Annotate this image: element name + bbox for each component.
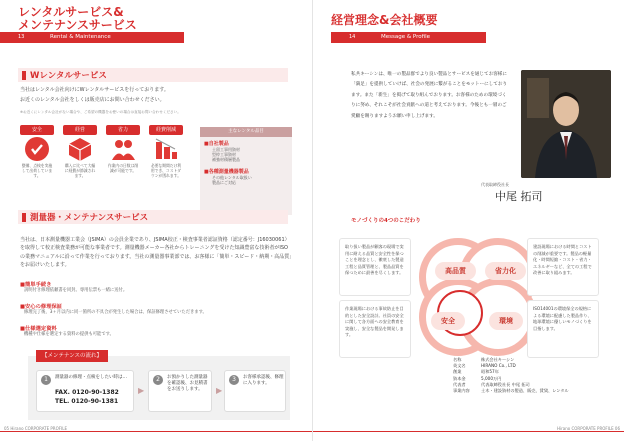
feature-desc: 購入に比べて大幅に経費が節減されます。: [64, 163, 96, 178]
right-title-text: 経営理念&会社概要: [331, 13, 438, 27]
profile-key: 事業内容: [453, 388, 470, 394]
w-rental-body1: 当社はレンタル会社向けにWレンタルサービスを行っております。: [20, 87, 169, 93]
w-rental-body2: お近くのレンタル会社をしくは販売店にお問い合わせください。: [20, 97, 165, 103]
right-title: [331, 14, 437, 27]
step-text: お預かりした測量器を確認後、お見積書をお送りします。: [167, 375, 208, 393]
bullet-desc: 説明付き修理依頼書を同封。専用伝票も一緒に送付。: [24, 288, 128, 293]
message-text: 私共キーシンは、唯一の製品群でより良い製品とサービスを通じてお客様に「満足」を提供していけば、社会の発展に繋がることをモットーにしております。また「新生」を掲げて取り組んでおります。お客様のための環境づくりに努め、それこそが社会貢献への道と考えております。今後とも一層のご愛顧を賜りますようお願い申し上げます。: [351, 72, 508, 119]
product-item: 型枠工事資材: [212, 152, 236, 157]
box-icon: [63, 135, 97, 163]
maintenance-heading-text: 測量器・メンテナンスサービス: [30, 213, 149, 223]
maintenance-flow-title: 【メンテナンスの流れ】: [36, 350, 108, 362]
maintenance-body: 当社は、日本測量機器工業会（JSIMA）の会員企業であり、JSIMA校正・検査事業者認証資格（認定番号：J16030061）を取得して校正検査業務が可能な事業者です。測量機器メーカー各社からトレーニングを受けた知識豊富な技術者がISOの業務マニュアルに沿って作業を行っております。当社の測量器事業部では、お客様に「簡単・スピード・納期・高品質」をお届けいたします。: [20, 237, 292, 269]
product-item: その他レンタル取扱い: [212, 175, 252, 180]
profile-key: 代表者: [453, 381, 466, 387]
monozukuri-heading: モノづくりの4つのこだわり: [351, 218, 421, 224]
heading-marker: [22, 213, 26, 222]
signature: 中尾 拓司: [495, 190, 543, 203]
feature-desc: 必要な期間だけ利用でき、コストダウンが図れます。: [150, 163, 182, 178]
product-item: 補強材積層製品: [212, 157, 240, 162]
step-number: 3: [229, 375, 239, 385]
cost-down-icon: [149, 135, 183, 163]
box-safety: 作業現場における事故防止を目的とした安全設計。社員の安全に関して各方面への安全教育を実施し、安全な製品を開発します。: [339, 300, 411, 358]
left-title-line2: メンテナンスサービス: [18, 18, 137, 32]
profile-key: 名称: [453, 357, 462, 362]
box-environment: ISO14001の環境保全の規格による環境に配慮した製品作り、地球環境に優しいモノづくりを目指します。: [527, 300, 599, 358]
product-category: ■自社製品: [204, 141, 229, 147]
flow-step-1: [36, 370, 134, 412]
footer-line: [0, 431, 312, 432]
box-quality: 取り扱い製品が顧客の現場で実用に耐える品質と安全性を保つことを理念とし、徹底した製造工程と品質管理と、製品品質を保つために最善を尽くします。: [339, 238, 411, 296]
step-text: 測量器の修理・点検をしたい時は…: [55, 375, 127, 380]
pillar-quality: 高品質: [435, 262, 476, 280]
left-footer: 05 Hirano CORPORATE PROFILE: [4, 426, 67, 431]
feature-label: 省力: [106, 125, 140, 135]
bullet-desc: 機種や仕様を選定する資料の提供も可能です。: [24, 332, 114, 337]
left-bar-text: Rental & Maintenance: [50, 34, 111, 40]
box-laborsaving: 建設現場における時間とコストの削減が重要です。製品の軽量化・時間短縮・コスト・省力・エネルギーなど、全ての工程で改善に取り組みます。: [527, 238, 599, 296]
step-number: 1: [41, 375, 51, 385]
bullet-desc: 修理完了後、3ヶ月以内に同一箇所の不具合が発生した場合は、保証修理させていただきます。: [24, 310, 207, 315]
tel-label: TEL.: [55, 398, 70, 405]
right-bar-number: 14: [349, 34, 356, 40]
right-bar-text: Message & Profile: [381, 34, 430, 40]
profile-key: 創業: [453, 369, 462, 375]
feature-management: [63, 125, 97, 178]
heading-marker: [22, 71, 26, 80]
rental-products-head: 主なレンタル品目: [200, 127, 292, 137]
fax-number: [55, 389, 119, 396]
feature-costdown: [149, 125, 183, 178]
profile-value: 代表取締役社長 中尾 拓司: [481, 381, 530, 387]
rental-products-box: [200, 127, 292, 215]
w-rental-note: ※お近くにレンタル会社がない場合や、ご希望の機器をお使いの場合は直接お問い合わせください。: [20, 110, 181, 114]
footer-line: [313, 431, 624, 432]
pillar-safety: 安全: [431, 312, 465, 330]
profile-key: 資本金: [453, 375, 466, 381]
tel-value: 0120-90-1381: [71, 398, 119, 405]
feature-label: 安全: [20, 125, 54, 135]
right-title-bar: [331, 32, 486, 43]
profile-row: [453, 388, 591, 394]
flow-step-2: [148, 370, 212, 412]
ceo-photo: [521, 70, 611, 178]
profile-value: 株式会社キーシン: [481, 357, 515, 362]
w-rental-heading: [18, 68, 288, 82]
left-title-line1: レンタルサービス&: [18, 5, 124, 19]
feature-label: 経営: [63, 125, 97, 135]
w-rental-heading-text: Wレンタルサービス: [30, 71, 107, 81]
profile-value: HIRANO Co., LTD: [481, 363, 516, 369]
feature-laborsaving: [106, 125, 140, 173]
safety-icon: [20, 135, 54, 163]
tel-number: [55, 398, 118, 405]
right-footer: Hirano CORPORATE PROFILE 06: [557, 426, 620, 431]
profile-key: 英文名: [453, 363, 466, 369]
ceo-portrait-icon: [521, 70, 611, 178]
feature-desc: 整備、点検を実施して出荷しています。: [21, 163, 53, 178]
left-bar-number: 13: [18, 34, 25, 40]
left-title-bar: [0, 32, 184, 43]
right-page: [312, 0, 624, 441]
profile-value: 5,000万円: [481, 375, 502, 381]
pillar-environment: 環境: [489, 312, 523, 330]
company-profile-table: [453, 357, 591, 394]
profile-value: 昭和57年: [481, 369, 499, 375]
bullet-title: ■仕様選定資料: [20, 326, 57, 332]
feature-safety: [20, 125, 54, 178]
people-icon: [106, 135, 140, 163]
fax-value: 0120-90-1382: [72, 389, 119, 396]
pillar-laborsaving: 省力化: [485, 262, 526, 280]
flow-step-3: [224, 370, 286, 412]
product-item: 土留工事用資材: [212, 147, 240, 152]
profile-value: 土木・建設資材の製造、販売、賃貸、レンタル: [481, 388, 569, 394]
signature-title: 代表取締役社長: [481, 182, 509, 187]
step-text: お客様承認後、修理に入ります。: [243, 375, 284, 387]
fax-label: FAX.: [55, 389, 70, 396]
bullet-title: ■簡単手続き: [20, 282, 52, 288]
product-item: 製品にご対応: [212, 180, 236, 185]
feature-desc: 作業内の日数は削減が可能です。: [107, 163, 139, 173]
product-category: ■各種測量機器製品: [204, 169, 249, 175]
bullet-title: ■安心の修理保証: [20, 304, 63, 310]
feature-label: 経費削減: [149, 125, 183, 135]
flow-arrow-icon: ▶: [216, 386, 223, 395]
flow-arrow-icon: ▶: [138, 386, 145, 395]
left-title: [18, 6, 137, 32]
step-number: 2: [153, 375, 163, 385]
maintenance-heading: [18, 210, 288, 224]
